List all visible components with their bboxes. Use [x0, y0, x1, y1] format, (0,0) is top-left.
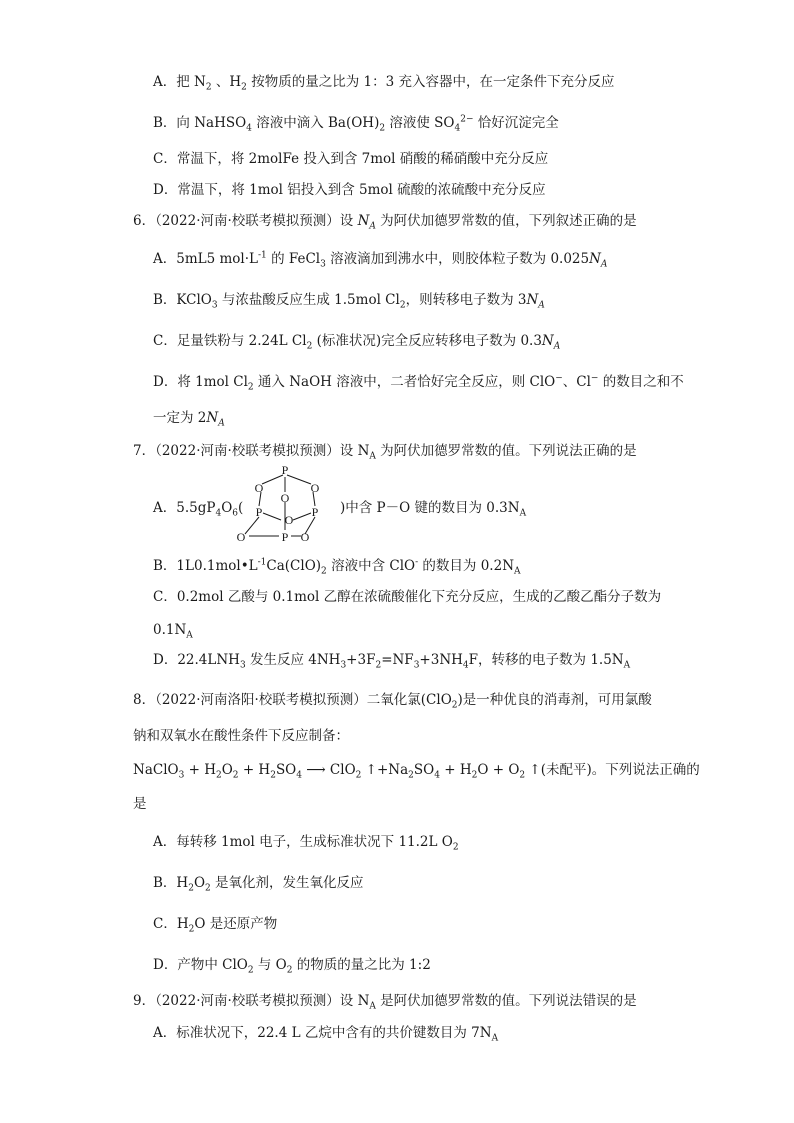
q8-option-c: C．$H_2O$ 是还原产物 [153, 916, 278, 935]
atom-o-left-upper: O [254, 481, 264, 495]
q6-stem: 6．（2022·河南·校联考模拟预测）设 $N_A$ 为阿伏加德罗常数的值，下列叙述正确的是 [133, 213, 637, 232]
q8-equation: NaClO$_3$ + $H_2O_2 + H_2SO_4$ ⟶ ClO$_2$ $↑+Na_2SO_4 + H_2O + O_2$ ↑(未配平)。下列说法正确的 [133, 762, 700, 781]
q7-option-c-line2: $0.1N_A$ [153, 622, 193, 641]
atom-p-left: P [255, 505, 263, 519]
q7-option-a-prefix: A．$5.5gP_4O_6$( [153, 500, 244, 519]
q5-option-c: C．常温下，将 2molFe 投入到含 7mol 硝酸的稀硝酸中充分反应 [153, 151, 549, 167]
atom-o-right-lower: O [300, 530, 310, 544]
q6-option-d-line2: 一定为 $2N_A$ [153, 410, 225, 429]
p4o6-structure-diagram [225, 462, 335, 552]
atom-o-left-lower: O [236, 530, 246, 544]
atom-p-bottom: P [281, 530, 289, 544]
q6-option-d-line1: D．将 1mol $Cl_2$ 通入 NaOH 溶液中，二者恰好完全反应，则 ClO−、Cl− 的数目之和不 [153, 373, 684, 393]
q8-stem-line2: 钠和双氧水在酸性条件下反应制备： [133, 728, 349, 744]
q6-option-b: B．KClO$_3$ 与浓盐酸反应生成 1.5mol $Cl_2$，则转移电子数为 $3N_A$ [153, 292, 545, 311]
q5-option-a: A．把 $N_2$ 、$H_2$ 按物质的量之比为 1：3 充入容器中，在一定条件下充分反应 [153, 74, 615, 93]
atom-p-top: P [281, 463, 289, 477]
atom-o-center-lower: O [284, 513, 294, 527]
atom-o-right-upper: O [310, 481, 320, 495]
q8-stem-line3: 是 [133, 796, 147, 812]
q8-option-b: B．$H_2O_2$ 是氧化剂，发生氧化反应 [153, 875, 364, 894]
q7-option-c-line1: C．0.2mol 乙酸与 0.1mol 乙醇在浓硫酸催化下充分反应，生成的乙酸乙酯分子数为 [153, 589, 662, 605]
q7-option-a-suffix: )中含 P－O 键的数目为 $0.3N_A$ [340, 500, 527, 519]
q8-option-a: A．每转移 1mol 电子，生成标准状况下 11.2L $O_2$ [153, 834, 459, 853]
q7-stem: 7．（2022·河南·校联考模拟预测）设 $N_A$ 为阿伏加德罗常数的值。下列说法正确的是 [133, 443, 637, 462]
q5-option-d: D．常温下，将 1mol 铝投入到含 5mol 硫酸的浓硫酸中充分反应 [153, 182, 546, 198]
q6-option-c: C．足量铁粉与 2.24L $Cl_2$ (标准状况)完全反应转移电子数为 $0.3N_A$ [153, 333, 561, 352]
q5-option-b: B．向 NaHSO$_4$ 溶液中滴入 $Ba(OH)_2$ 溶液使 $SO_4^{2-}$ 恰好沉淀完全 [153, 114, 559, 134]
q9-stem: 9．（2022·河南·校联考模拟预测）设 $N_A$ 是阿伏加德罗常数的值。下列说法错误的是 [133, 993, 637, 1012]
q7-option-b: B．$1L0.1mol•L^{-1}Ca(ClO)_2$ 溶液中含 ClO- 的数目为 $0.2N_A$ [153, 557, 521, 577]
q6-option-a: A．5mL5 $mol\cdot L^{-1}$ 的 FeCl$_3$ 溶液滴加到沸水中，则胶体粒子数为 $0.025N_A$ [153, 250, 608, 270]
atom-o-center-upper: O [280, 491, 290, 505]
q8-stem-line1: 8．（2022·河南洛阳·校联考模拟预测）二氧化氯(ClO$_2$)是一种优良的消毒剂，可用氯酸 [133, 692, 652, 711]
atom-p-right: P [311, 505, 319, 519]
q7-option-d: D．$22.4LNH_3$ 发生反应 $4NH_3+3F_2=NF_3+3NH_4F$，转移的电子数为 $1.5N_A$ [153, 652, 631, 671]
q8-option-d: D．产物中 ClO$_2$ 与 $O_2$ 的物质的量之比为 1:2 [153, 957, 431, 976]
q9-option-a: A．标准状况下，22.4 L 乙烷中含有的共价键数目为 $7N_A$ [153, 1025, 499, 1044]
